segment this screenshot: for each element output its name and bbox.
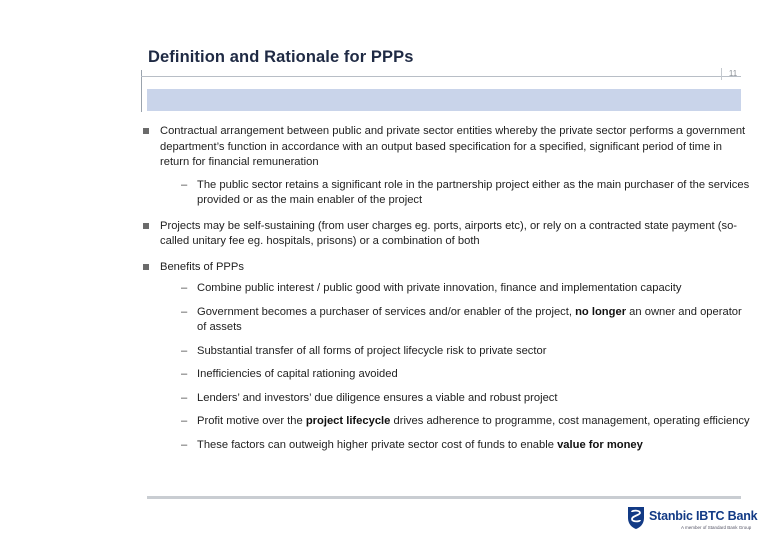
slide-content — [140, 124, 750, 453]
page-number: 11 — [721, 68, 744, 80]
bullet-text: Benefits of PPPs — [160, 260, 244, 273]
dash-bullet-icon: – — [181, 305, 188, 318]
emphasis-no-longer: no longer — [575, 305, 627, 318]
sub-bullet-text: Substantial transfer of all forms of project lifecycle risk to private sector — [197, 344, 547, 357]
logo-bank-name: Stanbic IBTC Bank — [649, 509, 758, 523]
sub-bullet-profit-motive — [140, 414, 750, 430]
bullet-benefits — [140, 260, 750, 276]
bullet-contractual-arrangement — [140, 124, 750, 171]
emphasis-project-lifecycle: project lifecycle — [305, 415, 391, 427]
page-title: Definition and Rationale for PPPs — [148, 48, 414, 66]
sub-bullet-combine-interest — [140, 281, 750, 297]
square-bullet-icon — [143, 128, 149, 134]
stanbic-logo — [627, 506, 762, 532]
logo-tagline: A member of Standard Bank Group — [681, 525, 752, 530]
sub-bullet-risk-transfer — [140, 344, 750, 360]
title-divider-horizontal — [141, 76, 741, 77]
sub-bullet-text-pre: Profit motive over the — [197, 415, 306, 427]
shield-icon — [627, 506, 645, 530]
emphasis-value-for-money: value for money — [557, 438, 643, 451]
sub-bullet-text: Inefficiencies of capital rationing avoided — [197, 368, 398, 380]
dash-bullet-icon: – — [181, 391, 188, 404]
dash-bullet-icon: – — [181, 368, 188, 380]
sub-bullet-text: The public sector retains a significant role in the partnership project either as the main purchaser of the services provided or as the main enabler of the project — [197, 178, 750, 206]
sub-bullet-government-purchaser — [140, 305, 750, 336]
sub-bullet-text-post: an owner and operator of assets — [197, 305, 742, 333]
sub-bullet-capital-rationing — [140, 367, 750, 383]
sub-bullet-value-for-money — [140, 438, 750, 454]
dash-bullet-icon: – — [181, 178, 188, 191]
bullet-text: Projects may be self-sustaining (from user charges eg. ports, airports etc), or rely on a contracted state payment (so-called unitary fee eg. hospitals, prisons) or a combination of both — [160, 219, 738, 247]
footer-divider — [147, 496, 741, 499]
sub-bullet-text: Combine public interest / public good with private innovation, finance and implementation capacity — [197, 282, 682, 294]
sub-bullet-text-pre: Government becomes a purchaser of services and/or enabler of the project, — [197, 305, 576, 318]
dash-bullet-icon: – — [181, 282, 188, 294]
header-band — [147, 89, 741, 111]
dash-bullet-icon: – — [181, 415, 188, 427]
sub-bullet-text: Lenders’ and investors’ due diligence ensures a viable and robust project — [197, 391, 558, 404]
sub-bullet-public-sector-role — [140, 178, 750, 209]
sub-bullet-text-pre: These factors can outweigh higher private sector cost of funds to enable — [197, 438, 558, 451]
dash-bullet-icon: – — [181, 438, 188, 451]
bullet-text: Contractual arrangement between public and private sector entities whereby the private sector performs a government department’s function in accordance with an output based specification for a specified, significant period of time in return for financial remuneration — [160, 125, 746, 168]
sub-bullet-text-post: drives adherence to programme, cost management, operating efficiency — [390, 415, 750, 427]
dash-bullet-icon: – — [181, 344, 188, 357]
square-bullet-icon — [143, 223, 149, 229]
bullet-self-sustaining — [140, 219, 750, 250]
square-bullet-icon — [143, 264, 149, 270]
sub-bullet-due-diligence — [140, 391, 750, 407]
